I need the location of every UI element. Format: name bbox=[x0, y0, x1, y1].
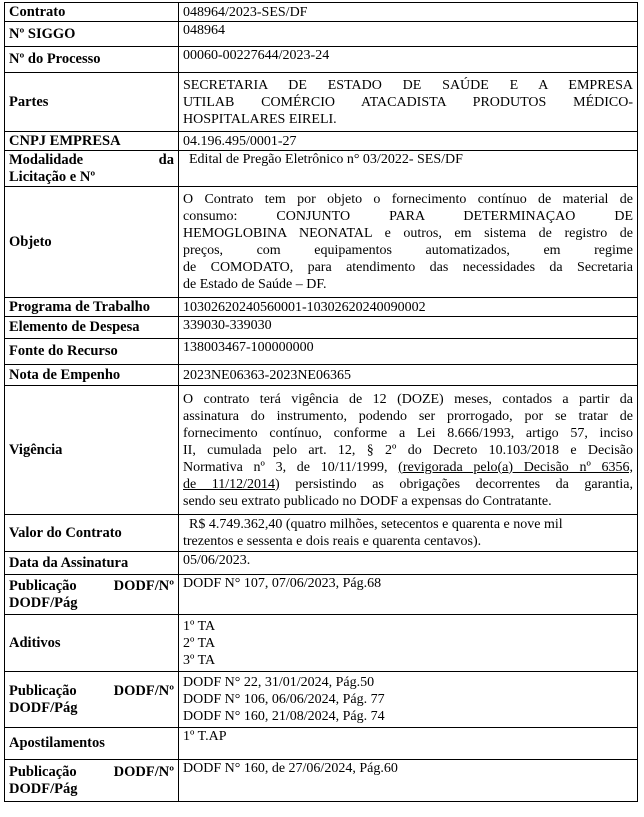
value-publicacao-3: DODF N° 160, de 27/06/2024, Pág.60 bbox=[179, 760, 638, 802]
vigencia-line-6 bbox=[183, 476, 633, 493]
value-fonte: 138003467-100000000 bbox=[179, 339, 638, 365]
vigencia-line-5 bbox=[183, 459, 633, 476]
objeto-line-1: O Contrato tem por objeto o fornecimento contínuo de material de bbox=[183, 192, 633, 207]
aditivo-item-3: 3º TA bbox=[183, 652, 216, 668]
vigencia-revigorada-link: (revigorada pelo(a) Decisão nº 6356, bbox=[398, 459, 634, 475]
modalidade-label-line-2: Licitação e Nº bbox=[9, 168, 96, 185]
publicacao-3-label-dodf: DODF/Nº bbox=[113, 763, 174, 780]
row-processo bbox=[5, 47, 638, 73]
value-publicacao-2 bbox=[179, 672, 638, 728]
value-cnpj: 04.196.495/0001-27 bbox=[179, 132, 638, 151]
vigencia-line-7: sendo seu extrato publicado no DODF a expensas do Contratante. bbox=[183, 493, 552, 509]
row-valor bbox=[5, 515, 638, 552]
label-objeto: Objeto bbox=[5, 187, 179, 298]
publicacao-1-label-dodf: DODF/Nº bbox=[113, 577, 174, 594]
contract-details-table bbox=[4, 2, 638, 802]
publicacao-2-label-line-2: DODF/Pág bbox=[9, 699, 78, 716]
label-elemento: Elemento de Despesa bbox=[5, 317, 179, 339]
value-modalidade: Edital de Pregão Eletrônico n° 03/2022- SES/DF bbox=[179, 151, 638, 187]
value-elemento: 339030-339030 bbox=[179, 317, 638, 339]
label-vigencia: Vigência bbox=[5, 386, 179, 515]
value-empenho: 2023NE06363-2023NE06365 bbox=[179, 365, 638, 386]
row-aditivos bbox=[5, 615, 638, 672]
modalidade-label-da: da bbox=[158, 151, 174, 168]
row-assinatura bbox=[5, 552, 638, 575]
partes-line-1: SECRETARIA DE ESTADO DE SAÚDE E A EMPRESA bbox=[183, 77, 633, 93]
aditivo-item-2: 2º TA bbox=[183, 635, 216, 651]
publicacao-2-entry-2: DODF N° 106, 06/06/2024, Pág. 77 bbox=[183, 692, 385, 707]
value-partes bbox=[179, 73, 638, 132]
row-publicacao-1 bbox=[5, 575, 638, 615]
row-apostilamentos bbox=[5, 728, 638, 760]
objeto-line-2: consumo: CONJUNTO PARA DETERMINAÇAO DE bbox=[183, 209, 633, 224]
valor-line-2: trezentos e sessenta e dois reais e quarenta centavos). bbox=[183, 534, 482, 549]
objeto-line-6: de Estado de Saúde – DF. bbox=[183, 277, 327, 292]
contract-summary-document bbox=[4, 2, 638, 802]
value-apostilamentos: 1º T.AP bbox=[179, 728, 638, 760]
row-partes bbox=[5, 73, 638, 132]
label-siggo: Nº SIGGO bbox=[5, 22, 179, 47]
valor-line-1: R$ 4.749.362,40 (quatro milhões, setecentos e quarenta e nove mil bbox=[189, 517, 563, 532]
vigencia-line-3: fornecimento contínuo, conforme a Lei 8.666/1993, artigo 57, inciso bbox=[183, 425, 633, 441]
aditivo-item-1: 1º TA bbox=[183, 618, 216, 634]
value-programa: 10302620240560001-10302620240090002 bbox=[179, 298, 638, 317]
objeto-line-5: de COMODATO, para atendimento das necessidades da Secretaria bbox=[183, 260, 633, 275]
value-aditivos bbox=[179, 615, 638, 672]
row-objeto bbox=[5, 187, 638, 298]
modalidade-label-line-1 bbox=[9, 152, 174, 169]
partes-line-2: UTILAB COMÉRCIO ATACADISTA PRODUTOS MÉDICO- bbox=[183, 94, 633, 110]
partes-line-3: HOSPITALARES EIRELI. bbox=[183, 111, 337, 127]
row-contrato bbox=[5, 3, 638, 22]
objeto-line-4: preços, com equipamentos automatizados, em regime bbox=[183, 243, 633, 258]
value-valor bbox=[179, 515, 638, 552]
label-apostilamentos: Apostilamentos bbox=[5, 728, 179, 760]
vigencia-decisao-date: de 11/12/2014) bbox=[183, 476, 280, 492]
publicacao-3-label-line-1 bbox=[9, 764, 174, 781]
label-valor: Valor do Contrato bbox=[5, 515, 179, 552]
row-publicacao-3 bbox=[5, 760, 638, 802]
vigencia-line-6-text: persistindo as obrigações decorrentes da garantia, bbox=[295, 476, 634, 492]
publicacao-2-entry-3: DODF N° 160, 21/08/2024, Pág. 74 bbox=[183, 709, 385, 724]
value-siggo: 048964 bbox=[179, 22, 638, 47]
publicacao-3-label-word: Publicação bbox=[9, 763, 77, 780]
row-fonte bbox=[5, 339, 638, 365]
publicacao-1-label-line-2: DODF/Pág bbox=[9, 594, 78, 611]
objeto-line-3: HEMOGLOBINA NEONATAL e outros, em sistema de registro de bbox=[183, 226, 633, 241]
label-partes: Partes bbox=[5, 73, 179, 132]
label-processo: Nº do Processo bbox=[5, 47, 179, 73]
row-modalidade bbox=[5, 151, 638, 187]
row-publicacao-2 bbox=[5, 672, 638, 728]
value-assinatura: 05/06/2023. bbox=[179, 552, 638, 575]
vigencia-line-2: assinatura do instrumento, podendo ser prorrogado, por se tratar de bbox=[183, 408, 633, 424]
vigencia-line-1: O contrato terá vigência de 12 (DOZE) meses, contados a partir da bbox=[183, 391, 633, 407]
vigencia-line-4: II, cumulada pelo art. 12, § 2º do Decreto 10.103/2018 e Decisão bbox=[183, 442, 633, 458]
label-publicacao-2 bbox=[5, 672, 179, 728]
publicacao-1-label-line-1 bbox=[9, 578, 174, 595]
label-programa: Programa de Trabalho bbox=[5, 298, 179, 317]
value-contrato: 048964/2023-SES/DF bbox=[179, 3, 638, 22]
row-vigencia bbox=[5, 386, 638, 515]
row-siggo bbox=[5, 22, 638, 47]
row-elemento bbox=[5, 317, 638, 339]
label-aditivos: Aditivos bbox=[5, 615, 179, 672]
value-processo: 00060-00227644/2023-24 bbox=[179, 47, 638, 73]
row-programa bbox=[5, 298, 638, 317]
value-vigencia bbox=[179, 386, 638, 515]
label-modalidade bbox=[5, 151, 179, 187]
label-cnpj: CNPJ EMPRESA bbox=[5, 132, 179, 151]
publicacao-2-label-dodf: DODF/Nº bbox=[113, 682, 174, 699]
publicacao-2-label-word: Publicação bbox=[9, 682, 77, 699]
row-cnpj bbox=[5, 132, 638, 151]
modalidade-label-word: Modalidade bbox=[9, 151, 84, 168]
label-contrato: Contrato bbox=[5, 3, 179, 22]
value-publicacao-1: DODF N° 107, 07/06/2023, Pág.68 bbox=[179, 575, 638, 615]
label-assinatura: Data da Assinatura bbox=[5, 552, 179, 575]
vigencia-line-5-text: Normativa nº 3, de 10/11/1999, bbox=[183, 459, 388, 475]
label-publicacao-3 bbox=[5, 760, 179, 802]
label-empenho: Nota de Empenho bbox=[5, 365, 179, 386]
publicacao-1-label-word: Publicação bbox=[9, 577, 77, 594]
value-objeto bbox=[179, 187, 638, 298]
publicacao-2-entry-1: DODF N° 22, 31/01/2024, Pág.50 bbox=[183, 675, 375, 690]
publicacao-3-label-line-2: DODF/Pág bbox=[9, 780, 78, 797]
label-fonte: Fonte do Recurso bbox=[5, 339, 179, 365]
publicacao-2-label-line-1 bbox=[9, 683, 174, 700]
label-publicacao-1 bbox=[5, 575, 179, 615]
row-empenho bbox=[5, 365, 638, 386]
